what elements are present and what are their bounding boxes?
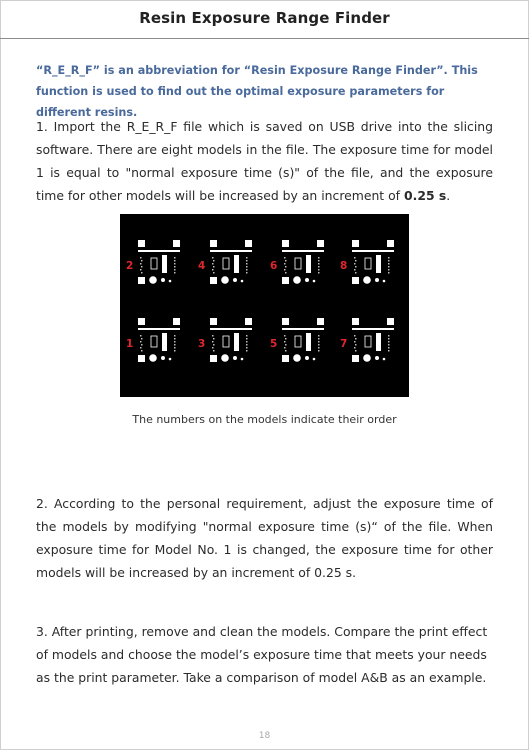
model-box bbox=[151, 258, 157, 269]
model-tick bbox=[174, 263, 176, 265]
model-tick bbox=[355, 350, 357, 352]
model-square bbox=[173, 240, 180, 247]
model-dot bbox=[161, 356, 165, 360]
model-tick bbox=[212, 257, 214, 259]
model-tick bbox=[318, 272, 320, 274]
model-bar bbox=[138, 328, 180, 330]
model-dot bbox=[169, 358, 172, 361]
step-3-paragraph: 3. After printing, remove and clean the models. Compare the print effect of models and choose the model’s exposure time that meets your needs as the print parameter. Take a comparison of model A&B as an example. bbox=[36, 624, 488, 685]
model-tick bbox=[388, 257, 390, 259]
model-order-number: 3 bbox=[198, 338, 206, 350]
model-post bbox=[162, 333, 167, 351]
model-dot bbox=[221, 354, 229, 362]
model-order-number: 2 bbox=[126, 260, 134, 272]
model-tick bbox=[318, 350, 320, 352]
model-box bbox=[295, 258, 301, 269]
model-tick bbox=[212, 263, 214, 265]
model-dot bbox=[233, 356, 237, 360]
models-image bbox=[120, 214, 409, 397]
model-tick bbox=[246, 341, 248, 343]
model-tick bbox=[174, 266, 176, 268]
model-post bbox=[234, 255, 239, 273]
model-dot bbox=[313, 280, 316, 283]
model-order-number: 4 bbox=[198, 260, 206, 272]
model-tick bbox=[355, 260, 357, 262]
model-tick bbox=[318, 338, 320, 340]
model-tick bbox=[246, 347, 248, 349]
model-square bbox=[352, 355, 359, 362]
model-tick bbox=[285, 344, 287, 346]
model-tick bbox=[246, 263, 248, 265]
model-tick bbox=[354, 341, 356, 343]
model-tick bbox=[318, 260, 320, 262]
model-bar bbox=[282, 250, 324, 252]
model-square bbox=[210, 318, 217, 325]
model-square bbox=[282, 277, 289, 284]
model-tick bbox=[318, 341, 320, 343]
model-box bbox=[365, 336, 371, 347]
model-tick bbox=[246, 350, 248, 352]
model-tick bbox=[140, 257, 142, 259]
model-tick bbox=[213, 338, 215, 340]
model-tick bbox=[213, 350, 215, 352]
model-box bbox=[295, 336, 301, 347]
model-tick bbox=[355, 344, 357, 346]
model-box bbox=[223, 258, 229, 269]
model-bar bbox=[352, 328, 394, 330]
model-square bbox=[387, 318, 394, 325]
model-tick bbox=[140, 341, 142, 343]
model-bar bbox=[352, 250, 394, 252]
model-square bbox=[138, 318, 145, 325]
model-tick bbox=[388, 338, 390, 340]
model-order-number: 5 bbox=[270, 338, 278, 350]
model-dot bbox=[149, 276, 157, 284]
model-square bbox=[317, 240, 324, 247]
model-layout-figure bbox=[120, 214, 409, 397]
model-tick bbox=[388, 335, 390, 337]
model-dot bbox=[375, 356, 379, 360]
model-square bbox=[282, 240, 289, 247]
model-tick bbox=[285, 350, 287, 352]
model-tick bbox=[174, 257, 176, 259]
model-square bbox=[210, 355, 217, 362]
model-tick bbox=[174, 335, 176, 337]
model-square bbox=[210, 240, 217, 247]
model-tick bbox=[141, 266, 143, 268]
model-dot bbox=[313, 358, 316, 361]
intro-note: “R_E_R_F” is an abbreviation for “Resin Exposure Range Finder”. This function is used to find out the optimal exposure parameters for different resins. bbox=[36, 64, 478, 119]
model-tick bbox=[141, 338, 143, 340]
model-dot bbox=[221, 276, 229, 284]
model-order-number: 1 bbox=[126, 338, 134, 350]
model-tick bbox=[174, 272, 176, 274]
model-box bbox=[151, 336, 157, 347]
model-post bbox=[376, 255, 381, 273]
model-square bbox=[245, 240, 252, 247]
model-tick bbox=[246, 266, 248, 268]
model-dot bbox=[241, 280, 244, 283]
model-box bbox=[223, 336, 229, 347]
model-tick bbox=[246, 260, 248, 262]
page-header bbox=[0, 0, 529, 39]
model-post bbox=[376, 333, 381, 351]
model-tick bbox=[318, 335, 320, 337]
model-square bbox=[352, 318, 359, 325]
model-square bbox=[210, 277, 217, 284]
model-square bbox=[317, 318, 324, 325]
model-tick bbox=[141, 344, 143, 346]
model-dot bbox=[161, 278, 165, 282]
model-tick bbox=[212, 335, 214, 337]
model-tick bbox=[318, 347, 320, 349]
model-dot bbox=[363, 354, 371, 362]
page-number: 18 bbox=[258, 731, 271, 741]
model-square bbox=[138, 240, 145, 247]
model-post bbox=[306, 333, 311, 351]
model-tick bbox=[388, 272, 390, 274]
model-tick bbox=[354, 335, 356, 337]
step-1-end: . bbox=[446, 188, 451, 203]
model-dot bbox=[293, 276, 301, 284]
model-tick bbox=[388, 263, 390, 265]
model-square bbox=[173, 318, 180, 325]
model-tick bbox=[174, 347, 176, 349]
model-tick bbox=[355, 266, 357, 268]
model-tick bbox=[174, 338, 176, 340]
model-tick bbox=[174, 350, 176, 352]
model-bar bbox=[210, 250, 252, 252]
model-dot bbox=[233, 278, 237, 282]
model-tick bbox=[354, 347, 356, 349]
model-tick bbox=[388, 266, 390, 268]
model-post bbox=[162, 255, 167, 273]
model-tick bbox=[284, 335, 286, 337]
step-1-paragraph bbox=[36, 115, 493, 207]
model-tick bbox=[284, 257, 286, 259]
model-tick bbox=[318, 344, 320, 346]
model-dot bbox=[375, 278, 379, 282]
model-dot bbox=[363, 276, 371, 284]
model-tick bbox=[318, 266, 320, 268]
model-tick bbox=[174, 260, 176, 262]
model-square bbox=[245, 318, 252, 325]
model-bar bbox=[138, 250, 180, 252]
model-tick bbox=[388, 347, 390, 349]
step-2-paragraph: 2. According to the personal requirement, adjust the exposure time of the models by modifying "normal exposure time (s)“ of the file. When exposure time for Model No. 1 is changed, the exposure time for other models will be increased by an increment of 0.25 s. bbox=[36, 496, 493, 580]
model-square bbox=[387, 240, 394, 247]
model-tick bbox=[285, 260, 287, 262]
model-tick bbox=[213, 272, 215, 274]
page-title: Resin Exposure Range Finder bbox=[139, 9, 390, 27]
model-tick bbox=[318, 269, 320, 271]
model-tick bbox=[354, 257, 356, 259]
model-post bbox=[306, 255, 311, 273]
model-post bbox=[234, 333, 239, 351]
model-tick bbox=[355, 272, 357, 274]
model-tick bbox=[246, 338, 248, 340]
model-tick bbox=[388, 350, 390, 352]
model-square bbox=[352, 277, 359, 284]
model-tick bbox=[246, 269, 248, 271]
model-square bbox=[352, 240, 359, 247]
model-tick bbox=[174, 341, 176, 343]
model-order-number: 6 bbox=[270, 260, 278, 272]
model-tick bbox=[354, 263, 356, 265]
model-tick bbox=[140, 347, 142, 349]
model-tick bbox=[284, 341, 286, 343]
model-bar bbox=[210, 328, 252, 330]
model-dot bbox=[383, 280, 386, 283]
model-tick bbox=[284, 263, 286, 265]
model-tick bbox=[285, 266, 287, 268]
model-tick bbox=[355, 338, 357, 340]
model-tick bbox=[212, 347, 214, 349]
model-tick bbox=[140, 335, 142, 337]
model-tick bbox=[174, 344, 176, 346]
model-square bbox=[282, 355, 289, 362]
model-tick bbox=[246, 335, 248, 337]
model-tick bbox=[388, 269, 390, 271]
model-tick bbox=[213, 260, 215, 262]
model-dot bbox=[305, 356, 309, 360]
step-1-increment: 0.25 s bbox=[404, 188, 447, 203]
model-tick bbox=[140, 269, 142, 271]
model-tick bbox=[174, 269, 176, 271]
model-tick bbox=[213, 266, 215, 268]
model-tick bbox=[141, 260, 143, 262]
model-dot bbox=[241, 358, 244, 361]
model-box bbox=[365, 258, 371, 269]
model-tick bbox=[285, 338, 287, 340]
model-dot bbox=[293, 354, 301, 362]
model-tick bbox=[212, 341, 214, 343]
model-order-number: 7 bbox=[340, 338, 348, 350]
model-dot bbox=[383, 358, 386, 361]
model-square bbox=[282, 318, 289, 325]
model-tick bbox=[284, 269, 286, 271]
model-tick bbox=[318, 263, 320, 265]
model-tick bbox=[284, 347, 286, 349]
model-tick bbox=[213, 344, 215, 346]
model-square bbox=[138, 355, 145, 362]
model-tick bbox=[285, 272, 287, 274]
model-tick bbox=[140, 263, 142, 265]
model-dot bbox=[305, 278, 309, 282]
model-tick bbox=[246, 344, 248, 346]
model-tick bbox=[246, 257, 248, 259]
step-1-text: 1. Import the R_E_R_F file which is saved on USB drive into the slicing software. There are eight models in the file. The exposure time for model 1 is equal to "normal exposure time (s)" of the file, and the exposure time for other models will be increased by an increment of bbox=[36, 119, 493, 203]
model-tick bbox=[388, 344, 390, 346]
model-tick bbox=[246, 272, 248, 274]
model-order-number: 8 bbox=[340, 260, 348, 272]
figure-caption: The numbers on the models indicate their order bbox=[132, 413, 397, 426]
model-bar bbox=[282, 328, 324, 330]
model-tick bbox=[388, 260, 390, 262]
model-tick bbox=[318, 257, 320, 259]
model-tick bbox=[141, 350, 143, 352]
model-dot bbox=[149, 354, 157, 362]
model-tick bbox=[212, 269, 214, 271]
model-square bbox=[138, 277, 145, 284]
model-tick bbox=[388, 341, 390, 343]
model-tick bbox=[141, 272, 143, 274]
model-dot bbox=[169, 280, 172, 283]
model-tick bbox=[354, 269, 356, 271]
